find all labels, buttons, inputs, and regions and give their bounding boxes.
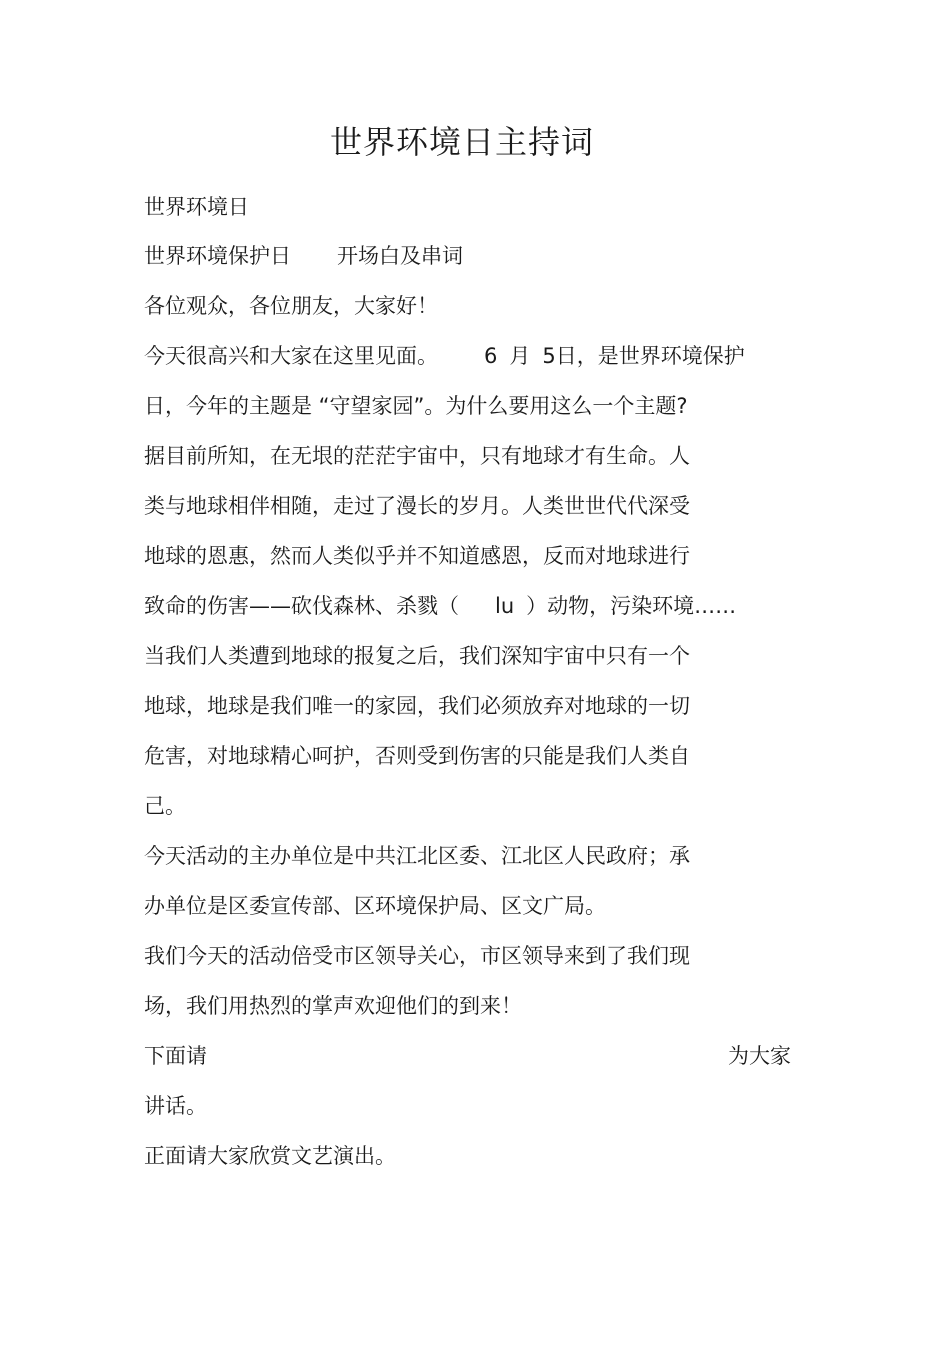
paragraph-line: 地球的恩惠，然而人类似乎并不知道感恩，反而对地球进行 <box>144 544 690 568</box>
paragraph-line: 据目前所知，在无垠的茫茫宇宙中，只有地球才有生命。人 <box>144 444 690 468</box>
paragraph-line: 日，今年的主题是 “守望家园”。为什么要用这么一个主题? <box>144 394 688 418</box>
line-text: lu <box>495 594 515 618</box>
paragraph-line: 己。 <box>144 794 186 818</box>
paragraph-line: 今天活动的主办单位是中共江北区委、江北区人民政府；承 <box>144 844 690 868</box>
paragraph-line: 讲话。 <box>144 1094 207 1118</box>
line-text: 月 <box>509 344 531 368</box>
line-text: 致命的伤害——砍伐森林、杀戮（ <box>144 594 459 618</box>
paragraph-line <box>144 241 463 271</box>
line-text-right: 为大家 <box>728 1044 791 1068</box>
line-text: ）动物，污染环境…… <box>526 594 737 618</box>
line-text: 6 <box>484 344 498 368</box>
paragraph-line: 办单位是区委宣传部、区环境保护局、区文广局。 <box>144 894 606 918</box>
paragraph-line: 正面请大家欣赏文艺演出。 <box>144 1144 396 1168</box>
paragraph-line: 下面请 <box>144 1044 207 1068</box>
paragraph-line: 类与地球相伴相随，走过了漫长的岁月。人类世世代代深受 <box>144 494 690 518</box>
paragraph-line: 我们今天的活动倍受市区领导关心，市区领导来到了我们现 <box>144 944 690 968</box>
paragraph-line: 地球，地球是我们唯一的家园，我们必须放弃对地球的一切 <box>144 694 690 718</box>
paragraph-line: 世界环境日 <box>144 195 249 219</box>
line-text: 开场白及串词 <box>337 244 463 268</box>
paragraph-line <box>144 591 736 621</box>
line-text: 日，是世界环境保护 <box>555 344 745 368</box>
paragraph-line: 场，我们用热烈的掌声欢迎他们的到来！ <box>144 994 522 1018</box>
document-title: 世界环境日主持词 <box>329 123 594 161</box>
paragraph-line: 当我们人类遭到地球的报复之后，我们深知宇宙中只有一个 <box>144 644 690 668</box>
paragraph-line: 危害，对地球精心呵护，否则受到伤害的只能是我们人类自 <box>144 744 690 768</box>
paragraph-line <box>144 341 745 371</box>
line-text: 今天很高兴和大家在这里见面。 <box>144 344 438 368</box>
paragraph-line: 各位观众，各位朋友，大家好！ <box>144 294 438 318</box>
line-text: 世界环境保护日 <box>144 244 291 268</box>
line-text: 5 <box>542 344 556 368</box>
